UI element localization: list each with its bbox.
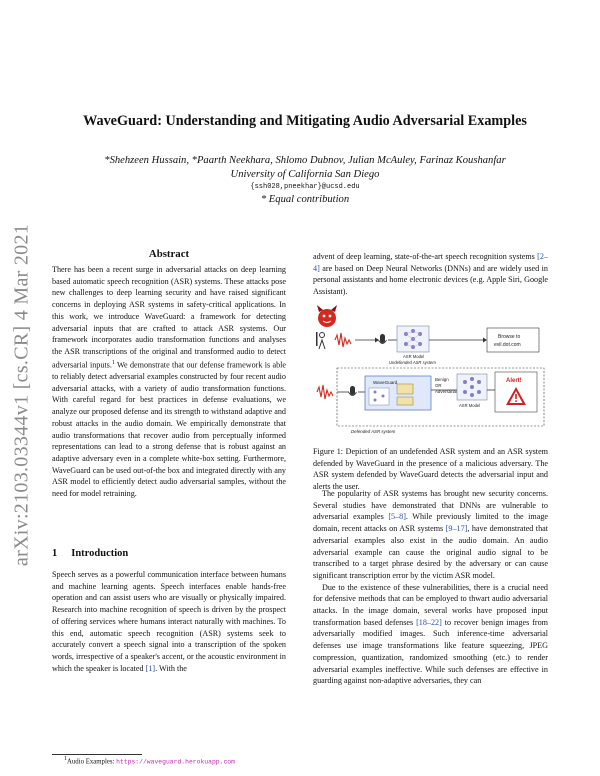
abstract-body <box>52 264 286 500</box>
para-text: . While previously limited to the image domain, recent attacks on ASR systems <box>313 512 549 534</box>
introduction-body <box>52 569 286 674</box>
section-title: Introduction <box>71 548 129 559</box>
asr-model-label: ASR Model <box>403 354 425 359</box>
right-column-top <box>313 251 548 298</box>
footnote-number: 1 <box>64 756 67 762</box>
asr-model-node <box>457 374 487 400</box>
footnote-url-link[interactable]: https://waveguard.herokuapp.com <box>116 758 235 766</box>
arxiv-stamp <box>2 220 42 570</box>
citation-link[interactable]: [9–17] <box>445 524 468 534</box>
author-list: *Shehzeen Hussain, *Paarth Neekhara, Shlomo Dubnov, Julian McAuley, Farinaz Koushanfar <box>104 155 506 166</box>
para-text: Due to the existence of these vulnerabilities, there is a crucial need for defensive methods that can be employed to thwart audio adversarial attacks. In the image domain, several works have proposed input transformation based defenses <box>313 582 548 627</box>
arxiv-stamp-text: arXiv:2103.03344v1 [cs.CR] 4 Mar 2021 <box>10 223 33 567</box>
footnote-mark[interactable]: 1 <box>111 359 115 366</box>
asr-model-label: ASR Model <box>459 403 481 408</box>
arrow-head <box>375 338 379 343</box>
asr-model-node <box>397 326 429 352</box>
abstract-text-1: There has been a recent surge in adversarial attacks on deep learning based automatic speech recognition (ASR) systems. These attacks pose new challenges to deep learning security and have raised significant concerns in deploying ASR systems in safety-critical applications. In this work, we introduce WaveGuard: a framework for detecting adversarial inputs that are crafted to attack ASR systems. Our framework incorporates audio transformation functions and analyses the ASR transcriptions of the original and transformed audio to detect adversarial inputs. <box>52 265 286 370</box>
output-text-line-2: evil.dot.com <box>494 342 521 348</box>
or-label: OR <box>435 383 442 388</box>
affiliation: University of California San Diego <box>230 169 380 180</box>
defended-label: Defended ASR system <box>351 429 396 434</box>
right-text-2: are based on Deep Neural Networks (DNNs) and are widely used in personal assistants and home electronic devices (e.g. Apple Siri, Google Assistant). <box>313 263 548 297</box>
arrow-head <box>483 338 487 343</box>
para-text: The popularity of ASR systems has brought new security concerns. Several studies have demonstrated that DNNs are vulnerable to adversarial examples <box>313 489 548 522</box>
asr-model-node <box>369 388 389 405</box>
intro-text-1: Speech serves as a powerful communication interface between humans and machine learning agents. Speech interfaces enable hands-free operation and can assist users who are visually or physically impaired. Research into machine recognition of speech is driven by the prospect of offering services where humans interact naturally with machines. To this end, automatic speech recognition (ASR) systems seek to accurately convert a speech signal into a transcription of the spoken words, irrespective of a speaker's accent, or the acoustic environment in which the speaker is located <box>52 570 286 673</box>
author-block <box>50 154 560 182</box>
section-number: 1 <box>52 548 58 559</box>
intro-text-2: . With the <box>155 663 187 673</box>
waveform-icon <box>317 385 333 399</box>
output-box <box>487 328 539 352</box>
footnote <box>64 756 235 765</box>
benign-label: Benign <box>435 377 449 382</box>
output-text-line-1: Browse to <box>498 334 521 340</box>
alert-label: Alert! <box>506 378 522 384</box>
right-text-1: advent of deep learning, state-of-the-art speech recognition systems <box>313 252 538 261</box>
para-text: , have demonstrated that adversarial examples also exist in the audio domain. An audio adversarial example can cause the original audio signal to be transcribed to a target phrase desired by the adversary or can cause significant transcription error by the victim ASR model. <box>313 524 548 580</box>
citation-link[interactable]: [2–4] <box>313 252 548 273</box>
microphone-icon <box>379 334 387 344</box>
abstract-heading: Abstract <box>148 248 190 260</box>
para-text: to recover benign images from adversarially modified images. Such inference-time adversarial defenses use image transformations like feature squeezing, JPEG compression, quantization, randomized smoothing (etc.) to render adversarial examples ineffective. While such defenses are effective in guarding against non-adaptive adversaries, they can <box>313 617 548 686</box>
waveguard-label: WaveGuard <box>373 380 398 385</box>
footnote-rule <box>52 754 142 755</box>
speaker-icon <box>316 332 325 349</box>
caption-text: Figure 1: Depiction of an undefended ASR system and an ASR system defended by WaveGuard in the presence of a malicious adversary. The ASR system defended by WaveGuard detects the adversarial input and alerts the user. <box>313 447 548 492</box>
author-email: {ssh028,pneekhar}@ucsd.edu <box>250 183 360 191</box>
contribution-note: * Equal contribution <box>260 194 350 205</box>
citation-link[interactable]: [5–8] <box>388 512 406 522</box>
adversarial-label: Adversarial <box>435 389 457 394</box>
section-heading-introduction <box>52 548 128 559</box>
footnote-label: Audio Examples: <box>67 758 117 766</box>
paper-title: WaveGuard: Understanding and Mitigating Audio Adversarial Examples <box>83 113 527 129</box>
figure-1-diagram <box>313 304 550 444</box>
microphone-icon <box>349 386 357 396</box>
right-column-body <box>313 488 548 687</box>
citation-link[interactable]: [18–22] <box>416 617 442 627</box>
abstract-text-2: We demonstrate that our defense framework is able to reliably detect adversarial examples constructed by four recent audio adversarial attacks, with a variety of audio transformation functions. With careful regard for best practices in defense evaluations, we analyze our proposed defense and its strength to withstand adaptive and robust attacks in the audio domain. We empirically demonstrate that audio transformations that recover audio from perceptually informed representations can lead to a strong defense that is robust against an adaptive adversary even in a complete white-box setting. Furthermore, WaveGuard can be used out-of-the box and integrated directly with any ASR model to efficiently detect audio adversarial samples, without the need for model retraining. <box>52 360 286 499</box>
figure-1-caption <box>313 446 548 493</box>
citation-link[interactable]: [1] <box>145 663 156 673</box>
undefended-label: Undefended ASR system <box>389 360 436 365</box>
waveform-icon <box>335 333 351 347</box>
devil-icon <box>317 305 337 327</box>
